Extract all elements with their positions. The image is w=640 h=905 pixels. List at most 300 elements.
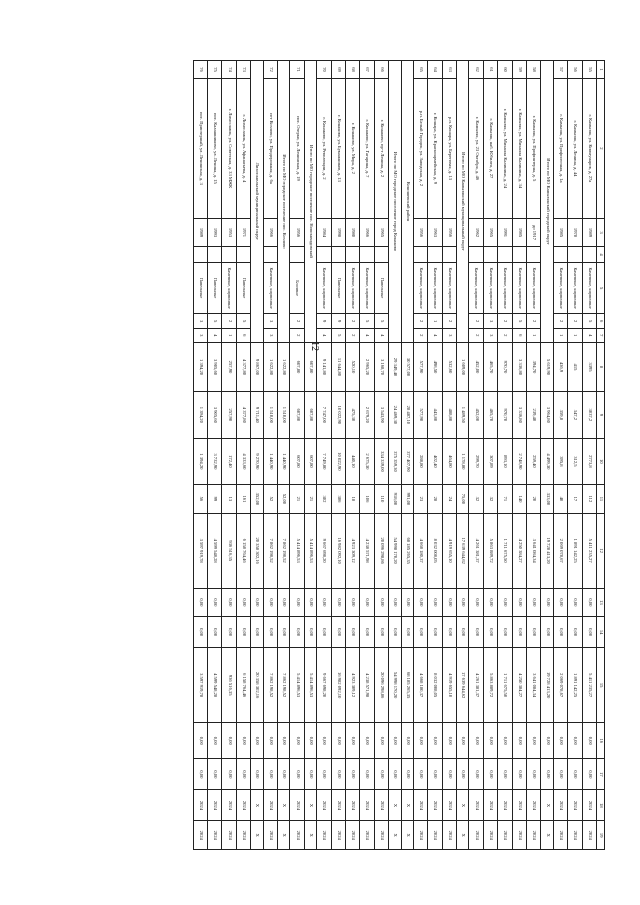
subtotal-row	[389, 61, 401, 850]
subtotal-cell: 0,00	[401, 617, 413, 648]
table-cell: 2024	[331, 790, 345, 821]
table-cell: 7 862 198,52	[263, 648, 277, 723]
table-row	[263, 61, 277, 850]
table-cell: 2	[413, 314, 427, 328]
table-cell: 6	[512, 328, 526, 342]
table-cell: 2024	[428, 790, 442, 821]
subtotal-cell: 1 622,80	[278, 342, 290, 391]
table-cell	[568, 247, 582, 263]
table-cell: 0,00	[442, 723, 456, 759]
subtotal-cell: X	[401, 821, 413, 850]
subtotal-cell: 607,80	[304, 342, 316, 391]
subtotal-cell: 0,00	[541, 588, 553, 616]
table-cell	[208, 247, 222, 263]
subtotal-cell: 1 510,00	[278, 392, 290, 439]
table-cell: пос. Озерки, ул. Ленинская, д. 19	[290, 79, 304, 219]
subtotal-cell: 918,00	[389, 485, 401, 513]
table-cell: 73	[236, 61, 250, 79]
table-cell: 0,00	[469, 759, 483, 790]
table-cell	[222, 247, 236, 263]
table-cell: 1993	[208, 218, 222, 246]
subtotal-cell: 0,00	[304, 588, 316, 616]
table-cell: 9 141,80	[317, 342, 331, 391]
table-cell: 2	[498, 314, 512, 328]
table-cell: 0,00	[527, 617, 541, 648]
subtotal-cell: 607,80	[304, 438, 316, 485]
subtotal-cell: 0,00	[251, 723, 263, 759]
table-cell: 1980	[345, 218, 359, 246]
table-row	[413, 61, 427, 850]
table-cell: 28	[428, 485, 442, 513]
table-row	[442, 61, 456, 850]
table-cell: 2024	[483, 821, 497, 850]
table-cell: Панельные	[208, 262, 222, 314]
subtotal-cell: 7 862 198,52	[278, 648, 290, 723]
table-row	[374, 61, 388, 850]
table-cell: 0,00	[568, 723, 582, 759]
table-cell: 2024	[413, 821, 427, 850]
table-cell: 1966	[263, 218, 277, 246]
table-row	[331, 61, 345, 850]
table-cell: 58	[527, 61, 541, 79]
column-number: 9	[597, 392, 605, 439]
table-cell: 0,00	[498, 617, 512, 648]
table-cell: 0,00	[498, 588, 512, 616]
column-number: 11	[597, 485, 605, 513]
table-cell: 10 022,90	[331, 438, 345, 485]
table-cell: 32	[483, 485, 497, 513]
subtotal-cell: 1 178,80	[457, 438, 469, 485]
column-number: 7	[597, 328, 605, 342]
table-cell: Каменные, кирпичные	[512, 262, 526, 314]
table-cell: 1 891 142,25	[568, 648, 582, 723]
table-cell: 0,00	[360, 723, 374, 759]
table-cell: 0,00	[331, 759, 345, 790]
table-cell: 0,00	[193, 617, 207, 648]
table-cell: 11 644,80	[331, 342, 345, 391]
subtotal-cell: 0,00	[278, 759, 290, 790]
table-cell: 1965	[483, 218, 497, 246]
table-cell: 52	[263, 485, 277, 513]
table-cell: 69	[331, 61, 345, 79]
subtotal-cell: 333,00	[541, 485, 553, 513]
subtotal-cell: 24 469,30	[389, 392, 401, 439]
table-cell: 76	[193, 61, 207, 79]
table-cell: г. Конаково, ул. Мира, д. 2	[345, 79, 359, 219]
table-cell: 1956	[413, 218, 427, 246]
table-cell: 0,00	[208, 723, 222, 759]
subtotal-cell: 19 728 413,20	[541, 513, 553, 588]
table-cell: 452,00	[469, 392, 483, 439]
subtotal-cell: 0,00	[389, 723, 401, 759]
table-cell: 4 238 571,98	[360, 648, 374, 723]
subtotal-cell: 1 440,90	[278, 438, 290, 485]
table-cell: 0,00	[345, 723, 359, 759]
table-row	[222, 61, 236, 850]
table-cell: 5 863 889,72	[483, 648, 497, 723]
table-cell: 1 394,20	[193, 342, 207, 391]
column-number: 14	[597, 617, 605, 648]
table-cell: 0,00	[208, 759, 222, 790]
table-cell: пос. Приозерный, ул. Ленинская, д. 3	[193, 79, 207, 219]
subtotal-row	[278, 61, 290, 850]
subtotal-cell: 0,00	[457, 588, 469, 616]
table-row	[345, 61, 359, 850]
table-cell: 61	[483, 61, 497, 79]
table-cell: 2024	[263, 821, 277, 850]
subtotal-cell: X	[304, 821, 316, 850]
table-cell: 0,00	[582, 588, 596, 616]
table-cell: 257,90	[222, 392, 236, 439]
table-cell: 259,40	[527, 438, 541, 485]
table-cell: 4 377,80	[236, 342, 250, 391]
table-cell: 498,50	[428, 342, 442, 391]
table-cell: 5	[360, 314, 374, 328]
table-cell: 475,30	[345, 392, 359, 439]
table-cell: 72	[263, 61, 277, 79]
table-cell: 2	[498, 328, 512, 342]
table-cell: 532,60	[442, 342, 456, 391]
table-cell: г. Камызяк, ул. Михаила Калинина, д. 24	[498, 79, 512, 219]
table-cell: 3037,2	[582, 392, 596, 439]
subtotal-cell: 52,00	[278, 485, 290, 513]
table-cell: 0,00	[374, 759, 388, 790]
table-cell: 1966	[360, 218, 374, 246]
column-number: 18	[597, 790, 605, 821]
subtotal-cell: 607,80	[304, 392, 316, 439]
table-cell: 23	[413, 485, 427, 513]
table-cell: 4	[582, 328, 596, 342]
table-cell: 257,90	[222, 342, 236, 391]
table-cell: 2	[469, 328, 483, 342]
table-cell: Каменные, кирпичные	[469, 262, 483, 314]
table-cell	[345, 247, 359, 263]
table-cell: 1	[222, 328, 236, 342]
table-cell: 2024	[553, 821, 567, 850]
table-cell: 3395	[582, 342, 596, 391]
table-cell: 4 919 655,10	[442, 648, 456, 723]
subtotal-cell: 0,00	[251, 617, 263, 648]
table-cell: 488,80	[442, 392, 456, 439]
table-cell: 0,00	[469, 617, 483, 648]
table-cell: 2	[290, 314, 304, 328]
subtotal-cell: 20 358 302,16	[251, 513, 263, 588]
table-cell: 172,40	[222, 438, 236, 485]
subtotal-cell: X	[457, 790, 469, 821]
table-cell: 2	[290, 328, 304, 342]
table-cell: 1963	[428, 218, 442, 246]
table-cell: 2024	[360, 821, 374, 850]
table-cell: 0,00	[317, 723, 331, 759]
table-cell: 307,89	[483, 438, 497, 485]
table-cell: 66	[374, 61, 388, 79]
table-cell: 0,00	[345, 617, 359, 648]
table-cell: 4 377,80	[236, 392, 250, 439]
table-cell: 2024	[469, 790, 483, 821]
subtotal-cell: 0,00	[304, 723, 316, 759]
table-cell: 0,00	[568, 588, 582, 616]
table-cell: 0,00	[553, 588, 567, 616]
subtotal-cell: X	[389, 821, 401, 850]
table-cell: 5 411 235,27	[582, 513, 596, 588]
table-cell: 0,00	[527, 759, 541, 790]
table-cell: Каменные, кирпичные	[568, 262, 582, 314]
table-cell: 56	[193, 485, 207, 513]
column-number: 12	[597, 513, 605, 588]
table-cell: г. Лихославль, ул. Советская, д. 33 МЖК	[222, 79, 236, 219]
table-cell: 1956	[442, 218, 456, 246]
table-cell: 394,70	[527, 342, 541, 391]
table-cell: 395,8	[553, 438, 567, 485]
subtotal-cell: X	[278, 821, 290, 850]
table-cell: 161	[236, 485, 250, 513]
table-cell: 302	[317, 485, 331, 513]
table-row	[469, 61, 483, 850]
table-cell: 2	[345, 328, 359, 342]
table-cell: до 1917	[527, 218, 541, 246]
subtotal-cell: X	[541, 790, 553, 821]
subtotal-cell: 0,00	[401, 723, 413, 759]
column-number: 19	[597, 821, 605, 850]
table-cell: 62	[469, 61, 483, 79]
table-cell: 0,00	[263, 588, 277, 616]
table-cell: 0,00	[512, 723, 526, 759]
table-cell: Каменные, кирпичные	[360, 262, 374, 314]
table-cell: 3	[483, 314, 497, 328]
table-cell: 0,00	[512, 588, 526, 616]
table-cell: 4 668 180,37	[413, 513, 427, 588]
table-cell: 9 667 698,20	[317, 513, 331, 588]
subtotal-cell: 21	[304, 485, 316, 513]
table-cell: 13	[222, 485, 236, 513]
table-cell: г. Кошара, ул. Красноармейская, д. 9	[428, 79, 442, 219]
column-number: 2	[597, 79, 605, 219]
table-cell: 3 905,60	[208, 392, 222, 439]
table-cell: 6 158 764,46	[236, 648, 250, 723]
column-number: 5	[597, 262, 605, 314]
table-cell	[553, 247, 567, 263]
subtotal-cell: 0,00	[401, 759, 413, 790]
table-cell: г. Лихославль, ул. Афанасьева, д. 4	[236, 79, 250, 219]
table-cell: 2024	[512, 790, 526, 821]
table-cell: 2	[469, 314, 483, 328]
subtotal-cell: 991,00	[401, 485, 413, 513]
subtotal-cell: 17 639 644,62	[457, 513, 469, 588]
table-cell: 3	[442, 328, 456, 342]
table-cell: 3 336,80	[512, 392, 526, 439]
table-cell: 415	[568, 342, 582, 391]
table-cell: 936 516,35	[222, 513, 236, 588]
table-cell: 5	[236, 314, 250, 328]
table-cell: 3 641 084,34	[527, 648, 541, 723]
subtotal-cell: 0,00	[541, 617, 553, 648]
table-cell: 0,00	[442, 617, 456, 648]
table-cell: 4 261 381,37	[469, 648, 483, 723]
subtotal-cell: 0,00	[389, 617, 401, 648]
table-cell: 32	[469, 485, 483, 513]
table-cell: 2024	[553, 790, 567, 821]
table-cell: Каменные, кирпичные	[582, 262, 596, 314]
table-cell: 4 668 180,37	[413, 648, 427, 723]
subtotal-cell: 0,00	[251, 759, 263, 790]
table-cell: 5 411 235,27	[582, 648, 596, 723]
subtotal-cell: 17 639 644,62	[457, 648, 469, 723]
table-cell: 1 711 675,50	[498, 648, 512, 723]
table-cell: 464,80	[442, 438, 456, 485]
table-cell: 2024	[193, 821, 207, 850]
table-cell: 0,00	[469, 723, 483, 759]
table-cell: 2024	[442, 821, 456, 850]
column-number: 4	[597, 247, 605, 263]
table-cell: 0,00	[498, 759, 512, 790]
table-cell: 0,00	[512, 759, 526, 790]
table-cell: 2 679,20	[360, 392, 374, 439]
subtotal-cell: 19 728 413,20	[541, 648, 553, 723]
table-cell: 2024	[469, 821, 483, 850]
subtotal-row	[457, 61, 469, 850]
table-cell: 0,00	[553, 617, 567, 648]
table-cell: 0,00	[413, 759, 427, 790]
table-cell	[428, 247, 442, 263]
table-cell: 2024	[568, 821, 582, 850]
table-cell: 2024	[331, 821, 345, 850]
table-cell: 0,00	[428, 617, 442, 648]
table-row	[498, 61, 512, 850]
table-cell	[360, 247, 374, 263]
table-cell: 0,00	[208, 588, 222, 616]
table-cell: 0,00	[553, 759, 567, 790]
table-cell: 0,00	[374, 588, 388, 616]
table-cell: 2024	[413, 790, 427, 821]
table-cell: 2	[413, 328, 427, 342]
table-cell: 452,00	[469, 342, 483, 391]
subtotal-cell: 54 998 170,20	[389, 648, 401, 723]
table-cell: 0,00	[193, 588, 207, 616]
table-cell	[290, 247, 304, 263]
table-cell: 4 250 384,27	[512, 513, 526, 588]
table-cell: 0,00	[568, 759, 582, 790]
table-cell: 2024	[236, 821, 250, 850]
table-cell: 0,00	[483, 588, 497, 616]
subtotal-cell: X	[401, 790, 413, 821]
table-cell: г. Камызяк, ул. Профинтерна, д. 5	[527, 79, 541, 219]
subtotal-cell: 0,00	[457, 723, 469, 759]
subtotal-cell: 5 414 896,53	[304, 513, 316, 588]
table-cell: 0,00	[527, 723, 541, 759]
table-cell: 0,00	[582, 617, 596, 648]
subtotal-cell: 3 964,80	[541, 392, 553, 439]
table-cell	[193, 247, 207, 263]
table-cell: 3 168,70	[374, 342, 388, 391]
column-number: 17	[597, 759, 605, 790]
table-cell	[331, 247, 345, 263]
table-cell: 3	[193, 314, 207, 328]
table-cell: 74	[222, 61, 236, 79]
table-cell: 440,10	[345, 438, 359, 485]
table-cell: 2024	[222, 821, 236, 850]
table-cell: 299,70	[469, 438, 483, 485]
table-cell: 59	[512, 61, 526, 79]
table-cell: 0,00	[428, 588, 442, 616]
table-cell: 10 022,90	[331, 392, 345, 439]
table-cell	[317, 247, 331, 263]
table-cell: г. Камызяк, ул. Коммунаров, д. 27а	[582, 79, 596, 219]
table-cell: Каменные, кирпичные	[345, 262, 359, 314]
table-cell: 1	[527, 328, 541, 342]
subtotal-cell: 9 867,00	[251, 342, 263, 391]
table-cell: 2024	[193, 790, 207, 821]
table-cell: 0,00	[568, 617, 582, 648]
table-cell: 520,10	[345, 342, 359, 391]
table-cell: 4	[208, 328, 222, 342]
subtotal-cell: 0,00	[278, 723, 290, 759]
table-cell: 0,00	[222, 617, 236, 648]
subtotal-cell: 1 489,50	[457, 392, 469, 439]
table-cell: Панельные	[236, 262, 250, 314]
table-cell: 0,00	[290, 723, 304, 759]
table-cell: 9	[331, 314, 345, 328]
table-cell: 0,00	[374, 617, 388, 648]
table-cell: 1 891 142,25	[568, 513, 582, 588]
table-cell: 5	[374, 314, 388, 328]
page-number: 12	[309, 341, 320, 351]
table-cell: 4 261 381,37	[469, 513, 483, 588]
table-cell: Панельные	[193, 262, 207, 314]
table-cell: 112	[582, 485, 596, 513]
table-row	[236, 61, 250, 850]
table-cell: 0,00	[331, 588, 345, 616]
table-cell: 2	[345, 314, 359, 328]
table-cell: Каменные, кирпичные	[222, 262, 236, 314]
table-cell: 40	[553, 485, 567, 513]
table-cell: 9	[317, 314, 331, 328]
table-cell: 2024	[208, 821, 222, 850]
table-cell: 386	[331, 485, 345, 513]
column-number: 10	[597, 438, 605, 485]
table-cell: 2	[442, 314, 456, 328]
table-cell: Блочные	[290, 262, 304, 314]
table-row	[512, 61, 526, 850]
table-cell: 0,00	[483, 617, 497, 648]
table-cell: 3	[193, 328, 207, 342]
table-cell: 402,40	[428, 438, 442, 485]
table-cell: 5 414 896,53	[290, 513, 304, 588]
table-cell: пос. Калашниково, ул. Ленина, д. 15	[208, 79, 222, 219]
table-cell: 2024	[428, 821, 442, 850]
subtotal-cell: X	[278, 790, 290, 821]
table-cell: г. Конаково, пр-т Ленина, д. 2	[374, 79, 388, 219]
table-cell: 0,00	[498, 723, 512, 759]
table-cell: 1	[428, 314, 442, 328]
table-cell: 0,00	[331, 723, 345, 759]
table-cell: Панельные	[374, 262, 388, 314]
table-cell: 2024	[442, 790, 456, 821]
table-cell: 0,00	[290, 617, 304, 648]
table-cell: 1 711 675,50	[498, 513, 512, 588]
table-cell: 106	[360, 485, 374, 513]
subtotal-cell: X	[251, 790, 263, 821]
table-cell: 2 675,30	[360, 438, 374, 485]
subtotal-cell: 0,00	[304, 617, 316, 648]
table-cell: 288,80	[413, 438, 427, 485]
table-row	[193, 61, 207, 850]
subtotal-title: Итого по МО Камызякский городской округ	[541, 61, 553, 343]
table-row	[428, 61, 442, 850]
table-cell: 0,00	[360, 759, 374, 790]
subtotal-cell: X	[389, 790, 401, 821]
table-cell: 4 923 309,12	[345, 513, 359, 588]
table-cell: 0,00	[236, 588, 250, 616]
